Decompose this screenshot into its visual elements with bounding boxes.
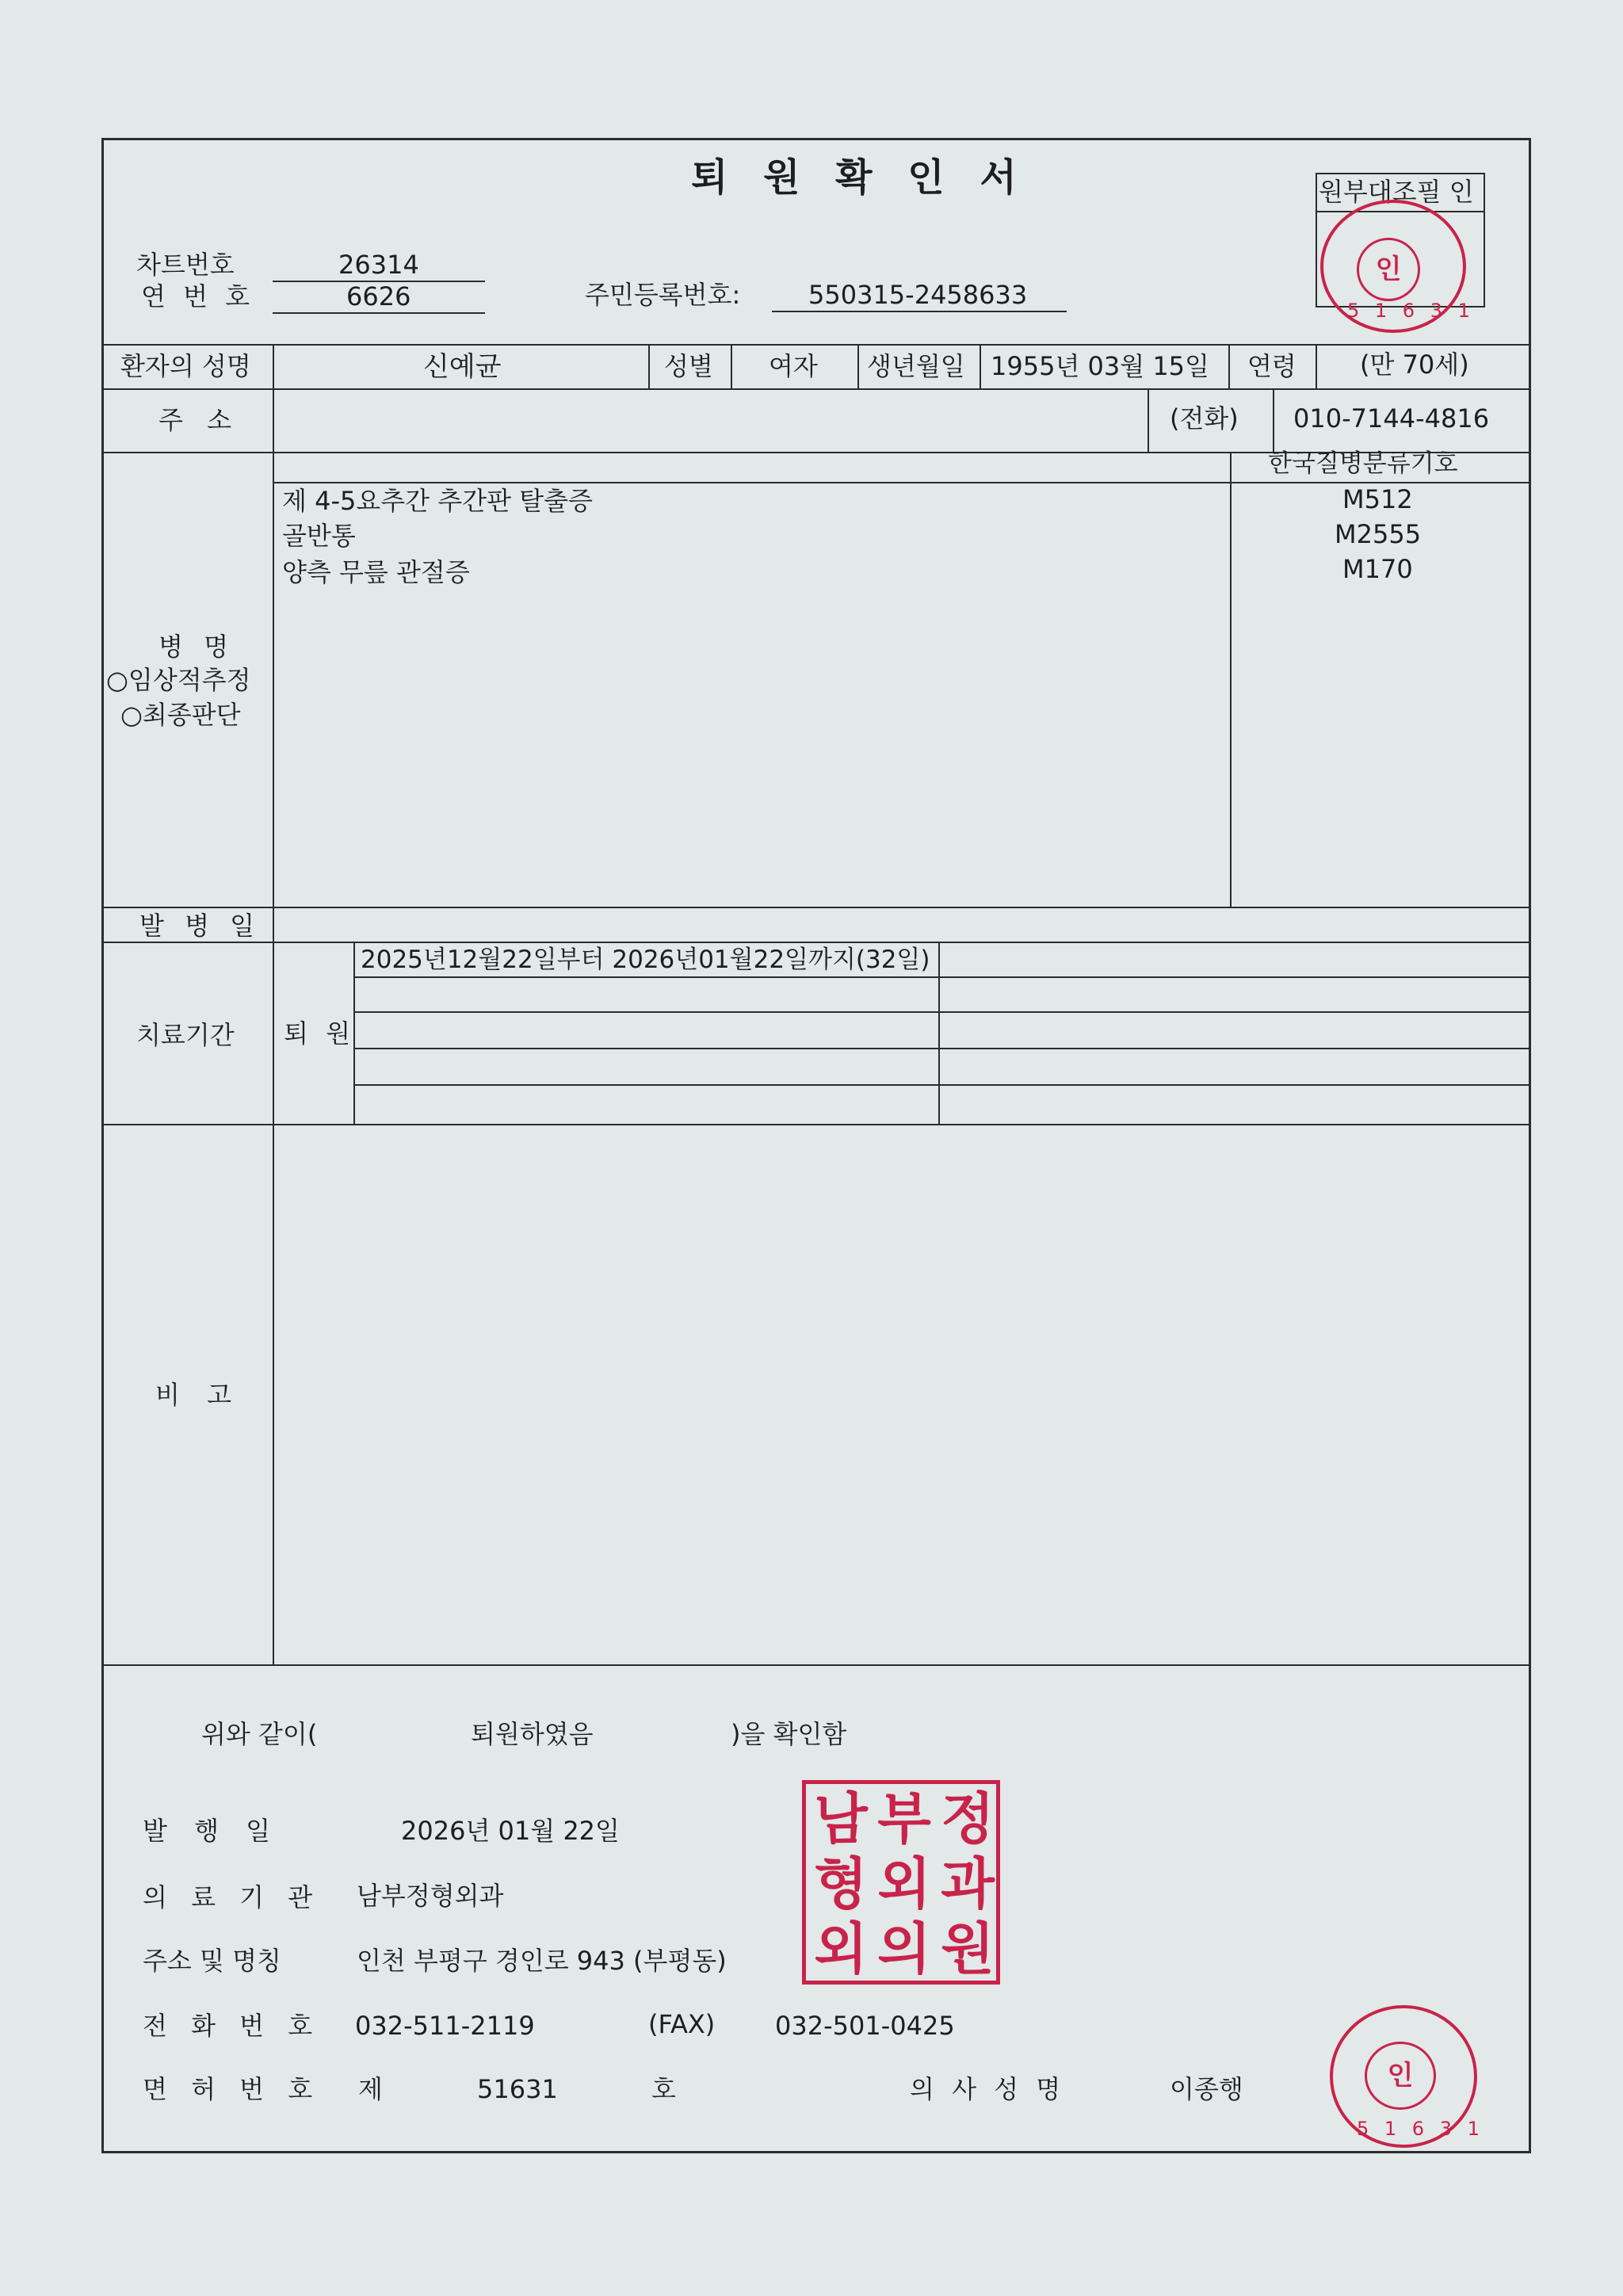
diagnosis-label: 병 명 <box>158 632 235 662</box>
phone-label: (전화) <box>1170 403 1239 434</box>
institution-name: 남부정형외과 <box>357 1881 504 1911</box>
confirm-prefix: 위와 같이( <box>201 1719 318 1749</box>
fax-value: 032-501-0425 <box>775 2011 955 2041</box>
treatment-period: 2025년12월22일부터 2026년01월22일까지(32일) <box>361 946 930 974</box>
dob-value: 1955년 03월 15일 <box>991 351 1209 381</box>
institution-address: 인천 부평구 경인로 943 (부평동) <box>357 1946 727 1976</box>
phone-value: 010-7144-4816 <box>1293 403 1490 434</box>
resident-no: 550315-2458633 <box>808 280 1028 310</box>
kcd-label: 한국질병분류기호 <box>1268 449 1458 478</box>
dob-label: 생년월일 <box>867 351 965 381</box>
kcd-code-3: M170 <box>1342 554 1413 584</box>
diagnosis-option-clinical: ○임상적추정 <box>106 665 251 695</box>
onset-label: 발 병 일 <box>139 911 262 941</box>
doctor-label: 의 사 성 명 <box>910 2074 1066 2104</box>
institution-address-label: 주소 및 명칭 <box>143 1946 281 1976</box>
tel-value: 032-511-2119 <box>355 2011 535 2041</box>
address-label: 주 소 <box>158 405 239 435</box>
verification-seal-number: 5 1 6 3 1 <box>1347 300 1475 322</box>
license-label: 면 허 번 호 <box>143 2074 321 2104</box>
issue-date-label: 발 행 일 <box>143 1816 281 1846</box>
doctor-seal-center: 인 <box>1365 2042 1436 2110</box>
patient-name-label: 환자의 성명 <box>120 351 251 381</box>
issue-date: 2026년 01월 22일 <box>401 1816 620 1846</box>
verification-seal-center: 인 <box>1357 238 1420 301</box>
confirm-middle: 퇴원하였음 <box>471 1719 594 1749</box>
age-label: 연령 <box>1247 351 1296 381</box>
chart-no-label: 차트번호 <box>136 250 235 280</box>
doctor-seal-number: 5 1 6 3 1 <box>1357 2118 1484 2140</box>
patient-name: 신예균 <box>423 351 502 383</box>
chart-no: 26314 <box>338 250 419 280</box>
license-suffix: 호 <box>651 2074 676 2104</box>
sex-value: 여자 <box>769 351 818 381</box>
kcd-code-2: M2555 <box>1335 519 1422 549</box>
diagnosis-item-3: 양측 무릎 관절증 <box>282 557 470 587</box>
remarks-label: 비 고 <box>155 1380 241 1410</box>
treatment-type: 퇴 원 <box>284 1018 355 1049</box>
confirm-suffix: )을 확인함 <box>731 1719 847 1749</box>
fax-label: (FAX) <box>648 2009 716 2039</box>
tel-label: 전 화 번 호 <box>143 2011 321 2041</box>
verification-label: 원부대조필 인 <box>1319 177 1474 207</box>
kcd-code-1: M512 <box>1342 484 1413 514</box>
diagnosis-option-final: ○최종판단 <box>120 700 241 730</box>
doctor-name: 이종행 <box>1170 2074 1243 2104</box>
age-value: (만 70세) <box>1360 350 1469 380</box>
treatment-label: 치료기간 <box>136 1020 235 1050</box>
diagnosis-item-1: 제 4-5요추간 추간판 탈출증 <box>282 486 593 516</box>
document-title: 퇴 원 확 인 서 <box>691 155 1028 200</box>
resident-no-label: 주민등록번호: <box>585 280 741 310</box>
serial-no-label: 연 번 호 <box>141 281 255 311</box>
license-prefix: 제 <box>358 2074 383 2104</box>
serial-no: 6626 <box>346 281 411 311</box>
institution-seal: 정 부 남 과 외 형 원 의 외 <box>802 1780 1000 1985</box>
institution-label: 의 료 기 관 <box>143 1882 321 1912</box>
sex-label: 성별 <box>664 351 713 381</box>
diagnosis-item-2: 골반통 <box>282 521 356 551</box>
license-number: 51631 <box>477 2074 558 2104</box>
